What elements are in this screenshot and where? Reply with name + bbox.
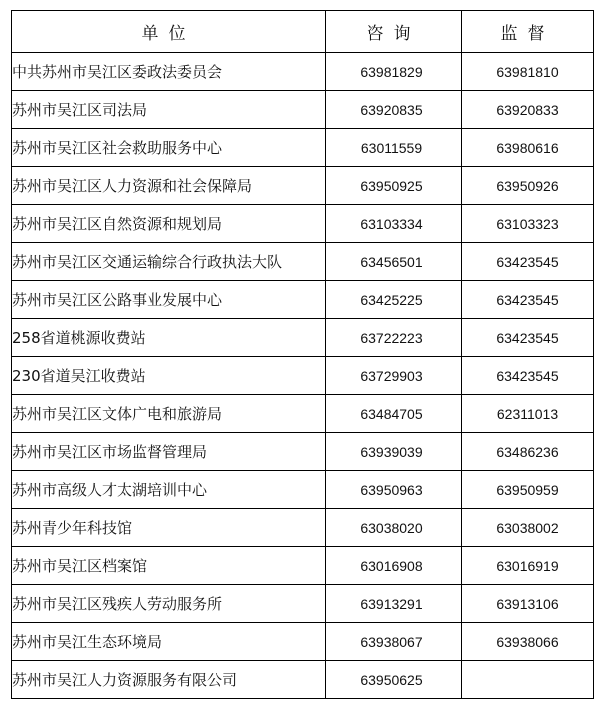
consult-phone: 63038020 xyxy=(326,509,462,547)
unit-cell: 苏州市吴江区自然资源和规划局 xyxy=(12,205,326,243)
table-row xyxy=(12,623,594,661)
table-row xyxy=(12,243,594,281)
table-row xyxy=(12,661,594,699)
supervise-phone: 63423545 xyxy=(462,319,594,357)
header-supervise: 监督 xyxy=(462,11,594,53)
table-row xyxy=(12,509,594,547)
supervise-phone: 63950959 xyxy=(462,471,594,509)
supervise-phone-empty xyxy=(462,661,594,699)
supervise-phone: 63950926 xyxy=(462,167,594,205)
consult-phone: 63722223 xyxy=(326,319,462,357)
header-row xyxy=(12,11,594,53)
consult-phone: 63939039 xyxy=(326,433,462,471)
consult-phone: 63981829 xyxy=(326,53,462,91)
unit-cell: 苏州市吴江区文体广电和旅游局 xyxy=(12,395,326,433)
table-row xyxy=(12,471,594,509)
table-row xyxy=(12,585,594,623)
consult-phone: 63913291 xyxy=(326,585,462,623)
consult-phone: 63011559 xyxy=(326,129,462,167)
unit-cell: 苏州市吴江区交通运输综合行政执法大队 xyxy=(12,243,326,281)
consult-phone: 63016908 xyxy=(326,547,462,585)
consult-phone: 63920835 xyxy=(326,91,462,129)
supervise-phone: 63103323 xyxy=(462,205,594,243)
table-row xyxy=(12,205,594,243)
unit-cell: 苏州市高级人才太湖培训中心 xyxy=(12,471,326,509)
supervise-phone: 63038002 xyxy=(462,509,594,547)
table-row xyxy=(12,91,594,129)
contact-table xyxy=(11,10,594,699)
unit-cell: 苏州青少年科技馆 xyxy=(12,509,326,547)
unit-cell: 苏州市吴江区公路事业发展中心 xyxy=(12,281,326,319)
table-row xyxy=(12,281,594,319)
unit-cell: 258省道桃源收费站 xyxy=(12,319,326,357)
table-row xyxy=(12,395,594,433)
table-row xyxy=(12,53,594,91)
consult-phone: 63729903 xyxy=(326,357,462,395)
supervise-phone: 63423545 xyxy=(462,281,594,319)
table-row xyxy=(12,167,594,205)
supervise-phone: 63920833 xyxy=(462,91,594,129)
consult-phone: 63425225 xyxy=(326,281,462,319)
unit-cell: 苏州市吴江区人力资源和社会保障局 xyxy=(12,167,326,205)
unit-cell: 230省道吴江收费站 xyxy=(12,357,326,395)
unit-cell: 苏州市吴江区司法局 xyxy=(12,91,326,129)
consult-phone: 63456501 xyxy=(326,243,462,281)
table-row xyxy=(12,547,594,585)
consult-phone: 63103334 xyxy=(326,205,462,243)
table-row xyxy=(12,433,594,471)
consult-phone: 63950963 xyxy=(326,471,462,509)
header-consult: 咨询 xyxy=(326,11,462,53)
supervise-phone: 63913106 xyxy=(462,585,594,623)
supervise-phone: 62311013 xyxy=(462,395,594,433)
unit-cell: 苏州市吴江人力资源服务有限公司 xyxy=(12,661,326,699)
supervise-phone: 63980616 xyxy=(462,129,594,167)
table-row xyxy=(12,319,594,357)
consult-phone: 63484705 xyxy=(326,395,462,433)
unit-cell: 苏州市吴江区残疾人劳动服务所 xyxy=(12,585,326,623)
consult-phone: 63950925 xyxy=(326,167,462,205)
unit-cell: 苏州市吴江区市场监督管理局 xyxy=(12,433,326,471)
table-row xyxy=(12,357,594,395)
supervise-phone: 63938066 xyxy=(462,623,594,661)
supervise-phone: 63423545 xyxy=(462,357,594,395)
header-unit: 单位 xyxy=(12,11,326,53)
supervise-phone: 63016919 xyxy=(462,547,594,585)
unit-cell: 苏州市吴江生态环境局 xyxy=(12,623,326,661)
unit-cell: 苏州市吴江区社会救助服务中心 xyxy=(12,129,326,167)
consult-phone: 63950625 xyxy=(326,661,462,699)
supervise-phone: 63486236 xyxy=(462,433,594,471)
supervise-phone: 63981810 xyxy=(462,53,594,91)
unit-cell: 苏州市吴江区档案馆 xyxy=(12,547,326,585)
unit-cell: 中共苏州市吴江区委政法委员会 xyxy=(12,53,326,91)
consult-phone: 63938067 xyxy=(326,623,462,661)
table-row xyxy=(12,129,594,167)
supervise-phone: 63423545 xyxy=(462,243,594,281)
